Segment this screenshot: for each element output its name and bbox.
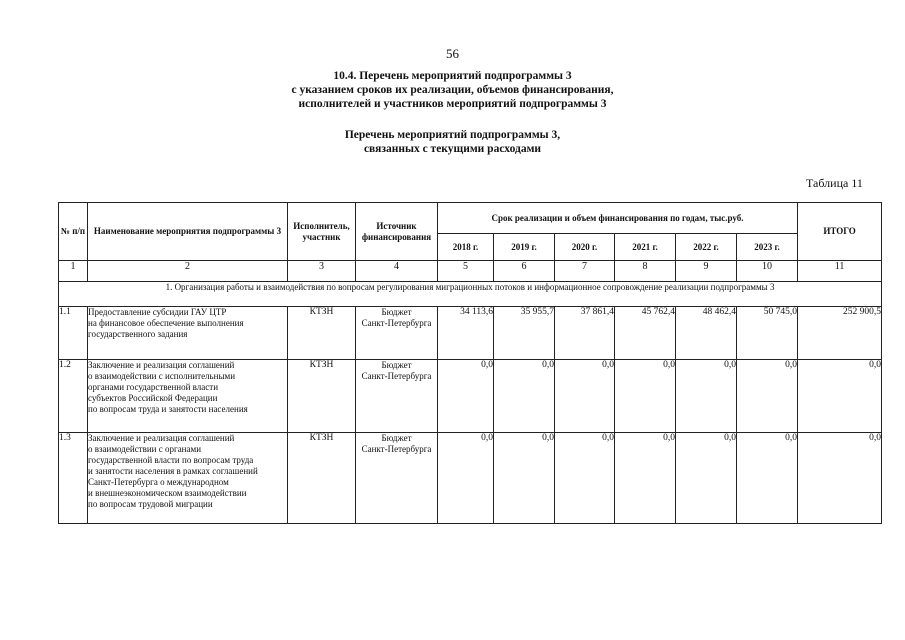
column-number: 4 — [356, 261, 438, 282]
value-2022: 0,0 — [676, 360, 737, 433]
name-line: на финансовое обеспечение выполнения — [88, 318, 244, 328]
value-2018: 0,0 — [438, 360, 494, 433]
measure-name — [88, 433, 288, 524]
name-line: государственной власти по вопросам труда — [88, 455, 254, 465]
executor: КТЗН — [288, 360, 356, 433]
value-2020: 0,0 — [555, 360, 615, 433]
table-row — [59, 360, 882, 433]
source-line: Бюджет — [381, 433, 412, 443]
table-caption: Таблица 11 — [806, 176, 863, 190]
column-number-row — [59, 261, 882, 282]
header-year: 2020 г. — [555, 234, 615, 261]
value-2020: 0,0 — [555, 433, 615, 524]
name-line: органами государственной власти — [88, 382, 219, 392]
value-2021: 0,0 — [615, 360, 676, 433]
name-line: по вопросам трудовой миграции — [88, 499, 213, 509]
column-number: 10 — [737, 261, 798, 282]
subheading-line: связанных с текущими расходами — [363, 143, 542, 155]
column-number: 8 — [615, 261, 676, 282]
measure-name — [88, 360, 288, 433]
value-2020: 37 861,4 — [555, 307, 615, 360]
source-line: Бюджет — [381, 360, 412, 370]
header-year: 2022 г. — [676, 234, 737, 261]
value-2022: 0,0 — [676, 433, 737, 524]
name-line: субъектов Российской Федерации — [88, 393, 218, 403]
heading-line: с указанием сроков их реализации, объемов финансирования, — [291, 84, 614, 96]
header-source: Источник финансирования — [356, 203, 438, 261]
column-number: 2 — [88, 261, 288, 282]
value-2023: 0,0 — [737, 433, 798, 524]
value-2021: 0,0 — [615, 433, 676, 524]
name-line: и внешнеэкономическом взаимодействии — [88, 488, 247, 498]
name-line: Предоставление субсидии ГАУ ЦТР — [88, 307, 227, 317]
name-line: Заключение и реализация соглашений — [88, 360, 235, 370]
value-2022: 48 462,4 — [676, 307, 737, 360]
value-2023: 0,0 — [737, 360, 798, 433]
column-number: 5 — [438, 261, 494, 282]
column-number: 9 — [676, 261, 737, 282]
value-2019: 0,0 — [494, 433, 555, 524]
column-number: 7 — [555, 261, 615, 282]
value-2019: 35 955,7 — [494, 307, 555, 360]
name-line: государственного задания — [88, 329, 188, 339]
name-line: о взаимодействии с органами — [88, 444, 202, 454]
section-title: 1. Организация работы и взаимодействия по вопросам регулирования миграционных потоков и информационное сопровождение реализации подпрограммы 3 — [59, 282, 882, 307]
row-index: 1.3 — [59, 433, 88, 524]
name-line: Санкт-Петербурга о международном — [88, 477, 229, 487]
section-row — [59, 282, 882, 307]
heading-line: 10.4. Перечень мероприятий подпрограммы 3 — [333, 70, 572, 82]
funding-source — [356, 433, 438, 524]
funding-source — [356, 360, 438, 433]
column-number: 1 — [59, 261, 88, 282]
value-2021: 45 762,4 — [615, 307, 676, 360]
funding-source — [356, 307, 438, 360]
page-number: 56 — [446, 46, 459, 61]
row-index: 1.2 — [59, 360, 88, 433]
name-line: по вопросам труда и занятости населения — [88, 404, 248, 414]
source-line: Санкт-Петербурга — [361, 371, 432, 381]
value-2023: 50 745,0 — [737, 307, 798, 360]
source-line: Бюджет — [381, 307, 412, 317]
column-number: 11 — [798, 261, 882, 282]
row-total: 0,0 — [798, 433, 882, 524]
name-line: о взаимодействии с исполнительными — [88, 371, 236, 381]
executor: КТЗН — [288, 307, 356, 360]
source-line: Санкт-Петербурга — [361, 318, 432, 328]
value-2019: 0,0 — [494, 360, 555, 433]
table-row — [59, 433, 882, 524]
row-index: 1.1 — [59, 307, 88, 360]
document-subheading — [0, 128, 905, 156]
executor: КТЗН — [288, 433, 356, 524]
value-2018: 0,0 — [438, 433, 494, 524]
heading-line: исполнителей и участников мероприятий подпрограммы 3 — [298, 98, 607, 110]
name-line: Заключение и реализация соглашений — [88, 433, 235, 443]
source-line: Санкт-Петербурга — [361, 444, 432, 454]
row-total: 252 900,5 — [798, 307, 882, 360]
header-period: Срок реализации и объем финансирования по годам, тыс.руб. — [438, 203, 798, 234]
header-year: 2018 г. — [438, 234, 494, 261]
column-number: 6 — [494, 261, 555, 282]
table-row — [59, 307, 882, 360]
header-year: 2023 г. — [737, 234, 798, 261]
name-line: и занятости населения в рамках соглашений — [88, 466, 258, 476]
value-2018: 34 113,6 — [438, 307, 494, 360]
measures-table — [58, 202, 882, 524]
header-number: № п/п — [59, 203, 88, 261]
header-year: 2021 г. — [615, 234, 676, 261]
document-heading — [0, 69, 905, 111]
row-total: 0,0 — [798, 360, 882, 433]
subheading-line: Перечень мероприятий подпрограммы 3, — [344, 129, 561, 141]
measure-name — [88, 307, 288, 360]
column-number: 3 — [288, 261, 356, 282]
header-executor: Исполнитель, участник — [288, 203, 356, 261]
header-total: ИТОГО — [798, 203, 882, 261]
header-name: Наименование мероприятия подпрограммы 3 — [88, 203, 288, 261]
header-year: 2019 г. — [494, 234, 555, 261]
